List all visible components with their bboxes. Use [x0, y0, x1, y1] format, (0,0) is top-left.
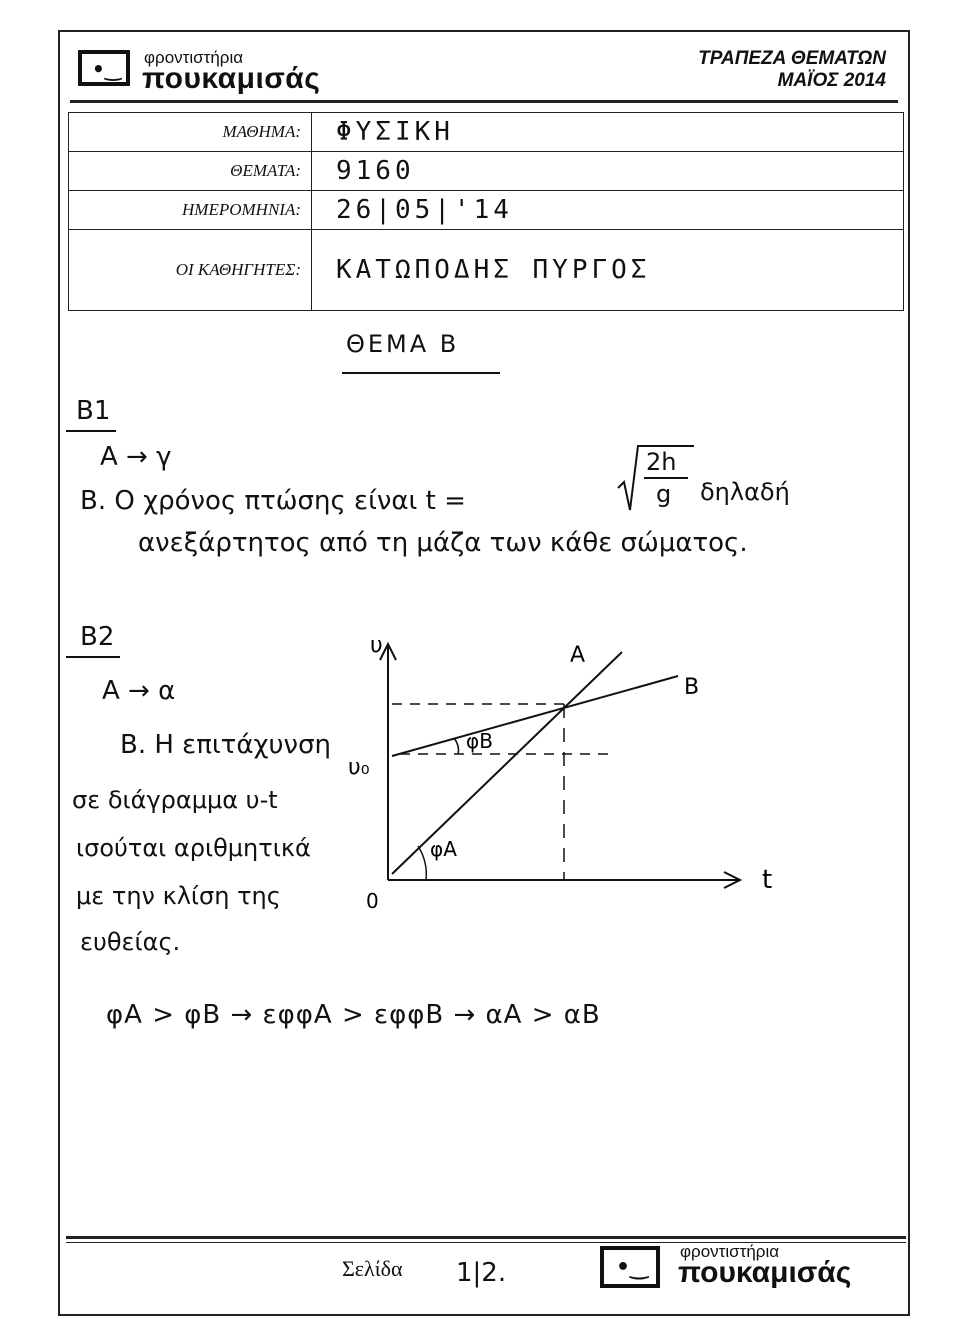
b2-line3: ισούται αριθμητικά — [76, 834, 311, 862]
b1-line2: ανεξάρτητος από τη μάζα των κάθε σώματος. — [138, 528, 748, 558]
b2-label: Β2 — [80, 622, 115, 652]
page-number: 1|2. — [456, 1258, 507, 1288]
b1-line1: Β. Ο χρόνος πτώσης είναι t = — [80, 486, 466, 516]
teachers-value: ΚΑΤΩΠΟΔΗΣ ΠΥΡΓΟΣ — [312, 230, 904, 311]
b2-line2: σε διάγραμμα υ-t — [72, 786, 278, 814]
footer-rule-thin — [66, 1242, 906, 1243]
b2-underline — [66, 656, 120, 658]
meta-row-subject — [69, 113, 904, 152]
meta-table — [68, 112, 904, 311]
footer-rule — [66, 1236, 906, 1239]
angle-a-arc — [418, 846, 426, 880]
page-header — [70, 42, 898, 98]
header-rule — [70, 100, 898, 103]
subject-value: ΦΥΣΙΚΗ — [312, 113, 904, 152]
line-a-label: Α — [570, 643, 586, 668]
topics-value: 9160 — [312, 152, 904, 191]
velocity-time-graph — [330, 630, 800, 920]
footer-logo-icon: •‿ — [600, 1246, 660, 1288]
bank-title-block — [698, 48, 886, 92]
b1-answer: Α → γ — [100, 442, 172, 472]
b2-answer: Α → α — [102, 676, 176, 706]
b1-underline — [66, 430, 116, 432]
meta-row-topics — [69, 152, 904, 191]
footer-logo-big-text: πουκαμισάς — [678, 1256, 852, 1289]
logo-big-text: πουκαμισάς — [142, 62, 321, 95]
page-label: Σελίδα — [342, 1256, 403, 1281]
line-b — [392, 676, 678, 756]
origin-label: 0 — [366, 889, 379, 913]
y-axis-label: υ — [370, 633, 383, 658]
conclusion-line: φΑ > φΒ → εφφΑ > εφφΒ → αΑ > αΒ — [106, 1000, 601, 1030]
angle-b-label: φΒ — [466, 729, 493, 753]
v0-label: υ₀ — [348, 755, 370, 780]
meta-row-date — [69, 191, 904, 230]
footer-logo-small-text: φροντιστήρια — [680, 1242, 780, 1261]
b1-line1-end: δηλαδή — [700, 478, 790, 506]
formula-numerator: 2h — [646, 448, 677, 476]
bank-date: ΜΑΪΟΣ 2014 — [777, 70, 886, 91]
b2-line4: με την κλίση της — [76, 882, 281, 910]
b1-label: Β1 — [76, 396, 111, 426]
angle-b-arc — [454, 738, 459, 754]
teachers-label: ΟΙ ΚΑΘΗΓΗΤΕΣ: — [69, 230, 312, 311]
b1-sqrt-formula — [616, 440, 696, 514]
bank-title: ΤΡΑΠΕΖΑ ΘΕΜΑΤΩΝ — [698, 48, 886, 69]
b2-line5: ευθείας. — [80, 928, 181, 956]
logo-small-text: φροντιστήρια — [144, 48, 244, 67]
x-axis-label: t — [762, 865, 773, 895]
meta-row-teachers — [69, 230, 904, 311]
formula-denominator: g — [656, 480, 672, 508]
heading-underline — [342, 372, 500, 374]
section-heading: ΘΕΜΑ Β — [346, 330, 460, 358]
subject-label: ΜΑΘΗΜΑ: — [69, 113, 312, 152]
line-a — [392, 652, 622, 874]
angle-a-label: φΑ — [430, 837, 457, 861]
line-b-label: Β — [684, 675, 700, 700]
logo-icon: •‿ — [78, 50, 130, 86]
date-value: 26|05|'14 — [312, 191, 904, 230]
topics-label: ΘΕΜΑΤΑ: — [69, 152, 312, 191]
b2-line1: Β. Η επιτάχυνση — [120, 730, 332, 760]
date-label: ΗΜΕΡΟΜΗΝΙΑ: — [69, 191, 312, 230]
